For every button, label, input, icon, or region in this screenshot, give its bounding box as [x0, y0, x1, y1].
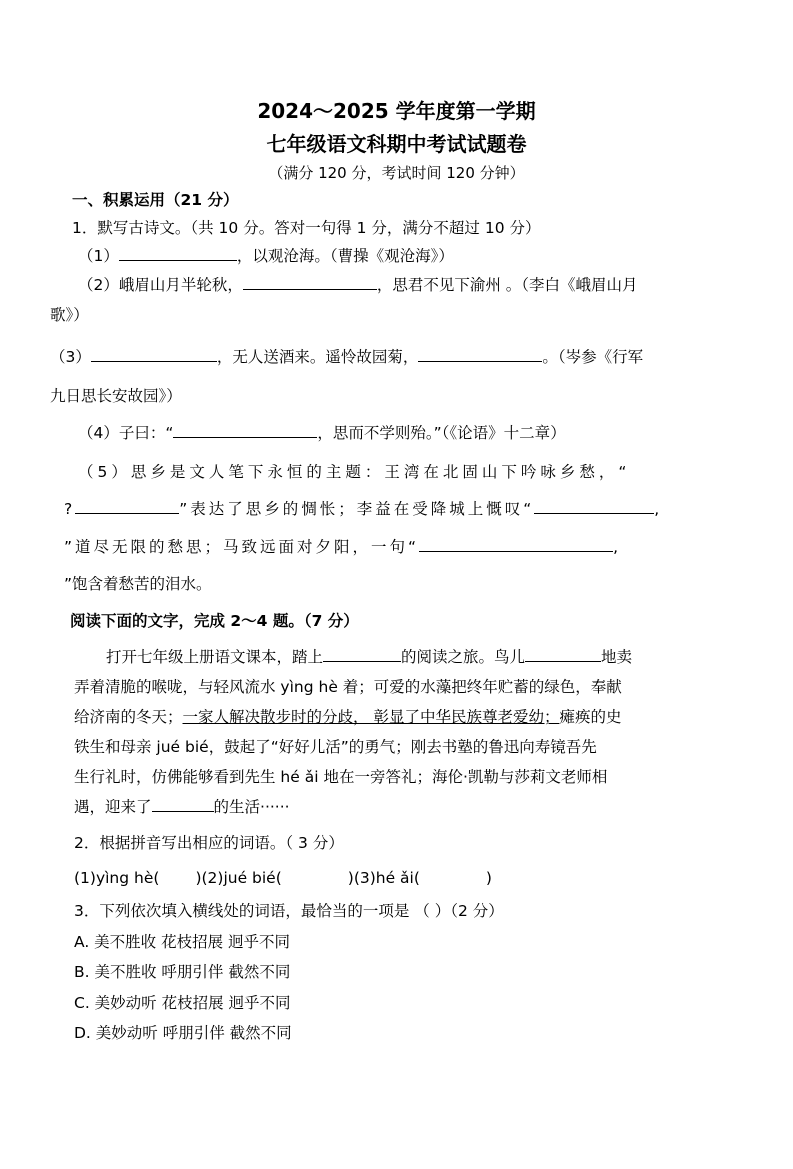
reading-heading: 阅读下面的文字，完成 2～4 题。（7 分） — [70, 612, 359, 630]
question-1-intro: 1．默写古诗文。（共 10 分。答对一句得 1 分，满分不超过 10 分） — [72, 219, 541, 237]
reading-paragraph-line3: 给济南的冬天；一家人解决散步时的分歧， 彰显了中华民族尊老爱幼；瘫痪的史 — [74, 708, 622, 726]
question-1-2-cont: 歌》） — [50, 306, 89, 324]
question-1-5-line2: ? ”表达了思乡的惆怅；李益在受降城上慨叹“ , — [64, 497, 662, 519]
answer-blank[interactable] — [534, 498, 654, 515]
answer-blank[interactable] — [91, 346, 217, 363]
option-b: B. 美不胜收 呼朋引伴 截然不同 — [74, 963, 291, 981]
answer-blank[interactable] — [418, 346, 542, 363]
option-d: D. 美妙动听 呼朋引伴 截然不同 — [74, 1024, 292, 1042]
exam-note: （满分 120 分，考试时间 120 分钟） — [268, 164, 525, 182]
answer-blank[interactable] — [152, 796, 214, 813]
answer-blank[interactable] — [419, 536, 613, 553]
exam-title: 2024～2025 学年度第一学期 — [257, 99, 536, 123]
question-1-3-cont: 九日思长安故园》） — [50, 387, 182, 405]
reading-paragraph-line4: 铁生和母亲 jué bié，鼓起了“好好儿活”的勇气；刚去书塾的鲁迅向寿镜吾先 — [74, 738, 597, 756]
answer-blank[interactable] — [173, 422, 317, 439]
question-2-answers: (1)yìng hè( )(2)jué bié( )(3)hé ǎi( ) — [74, 869, 492, 887]
exam-subtitle: 七年级语文科期中考试试题卷 — [266, 132, 527, 156]
question-3: 3．下列依次填入横线处的词语，最恰当的一项是 （ ）（2 分） — [74, 902, 504, 920]
question-1-3: （3） ，无人送酒来。遥怜故园菊， 。（岑参《行军 — [50, 345, 643, 367]
reading-paragraph-line2: 弄着清脆的喉咙，与轻风流水 yìng hè 着；可爱的水藻把终年贮蓄的绿色，奉献 — [74, 678, 622, 696]
answer-blank[interactable] — [75, 498, 179, 515]
section-heading: 一、积累运用（21 分） — [72, 191, 239, 209]
answer-blank[interactable] — [243, 274, 377, 291]
answer-blank[interactable] — [525, 646, 601, 663]
question-1-5-line4: ”饱含着愁苦的泪水。 — [64, 575, 212, 593]
question-1-1: （1） ，以观沧海。（曹操《观沧海》） — [78, 244, 454, 266]
reading-paragraph-line6: 遇，迎来了 的生活······ — [74, 795, 290, 817]
question-1-5-line3: ”道尽无限的愁思；马致远面对夕阳，一句“ , — [64, 535, 621, 557]
question-1-2: （2）峨眉山月半轮秋， ，思君不见下渝州 。（李白《峨眉山月 — [78, 273, 638, 295]
reading-paragraph-line5: 生行礼时，仿佛能够看到先生 hé ǎi 地在一旁答礼；海伦·凯勒与莎莉文老师相 — [74, 768, 608, 786]
underlined-sentence: 一家人解决散步时的分歧， 彰显了中华民族尊老爱幼； — [182, 708, 560, 726]
reading-paragraph-line1: 打开七年级上册语文课本，踏上 的阅读之旅。鸟儿 地卖 — [106, 645, 632, 667]
question-2: 2．根据拼音写出相应的词语。（ 3 分） — [74, 834, 344, 852]
answer-blank[interactable] — [119, 245, 237, 262]
answer-blank[interactable] — [323, 646, 401, 663]
option-c: C. 美妙动听 花枝招展 迥乎不同 — [74, 994, 291, 1012]
question-1-5: （5）思乡是文人笔下永恒的主题：王湾在北固山下吟咏乡愁，“ — [78, 463, 631, 481]
question-1-4: （4）子曰：“ ，思而不学则殆。”（《论语》十二章） — [78, 421, 566, 443]
option-a: A. 美不胜收 花枝招展 迥乎不同 — [74, 933, 291, 951]
